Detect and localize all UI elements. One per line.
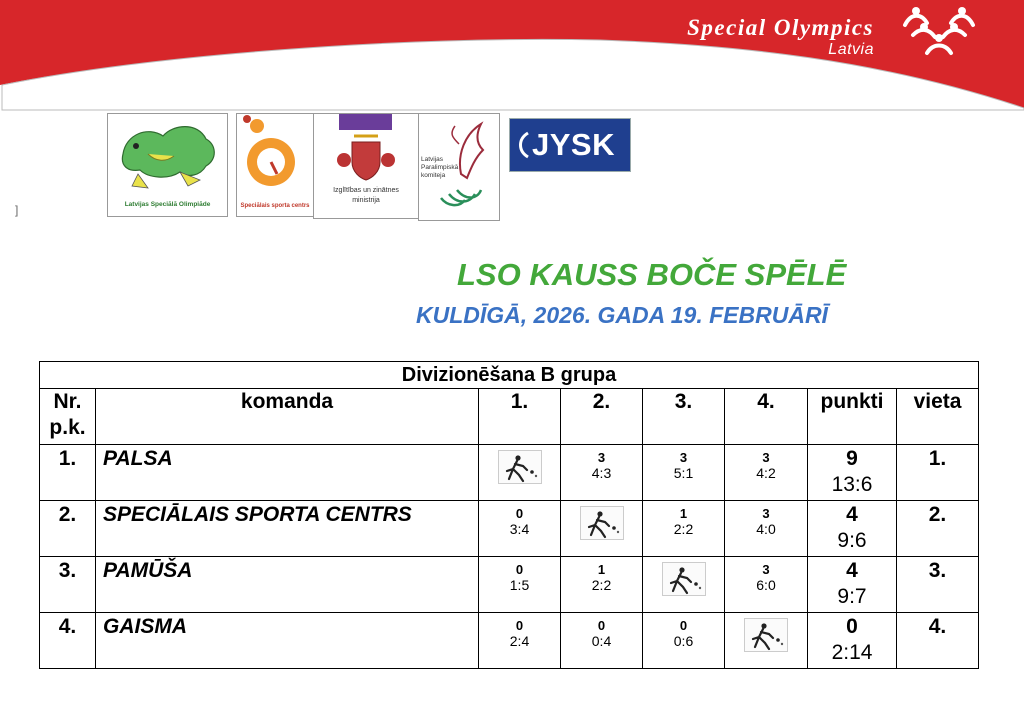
row-nr: 1. xyxy=(40,445,96,501)
match-result-cell xyxy=(479,613,561,669)
match-score: 2:2 xyxy=(673,521,694,537)
match-result-cell xyxy=(725,501,808,557)
match-points: 1 xyxy=(679,506,688,521)
ministry-line-1: Izglītības un zinātnes xyxy=(333,187,399,194)
jysk-arc-icon xyxy=(514,131,532,159)
match-points: 1 xyxy=(597,562,606,577)
self-match-cell xyxy=(561,501,643,557)
bocce-player-icon xyxy=(662,562,706,596)
match-result-cell xyxy=(643,501,725,557)
table-caption: Divizionēšana B grupa xyxy=(40,362,979,389)
sports-center-text: Speciālais sporta centrs xyxy=(240,203,310,209)
match-score: 2:2 xyxy=(591,577,612,593)
match-points: 0 xyxy=(515,506,524,521)
table-row xyxy=(40,613,979,669)
sports-center-logo xyxy=(236,113,314,217)
lso-logo-text: Latvijas Speciālā Olimpiāde xyxy=(124,201,211,208)
match-points: 0 xyxy=(515,618,524,633)
match-points: 0 xyxy=(679,618,688,633)
header-col-4: 4. xyxy=(725,389,808,445)
points-cell xyxy=(808,557,897,613)
header-team: komanda xyxy=(96,389,479,445)
header-col-2: 2. xyxy=(561,389,643,445)
place-value: 1. xyxy=(928,447,947,470)
match-points: 0 xyxy=(597,618,606,633)
total-points: 0 xyxy=(846,615,858,638)
table-row xyxy=(40,445,979,501)
match-result-cell xyxy=(725,445,808,501)
match-score: 4:2 xyxy=(756,465,776,481)
self-match-cell xyxy=(479,445,561,501)
match-score: 4:0 xyxy=(756,521,776,537)
paralympic-text xyxy=(421,156,458,180)
page-subtitle: KULDĪGĀ, 2026. GADA 19. FEBRUĀRĪ xyxy=(416,302,828,328)
place-cell xyxy=(897,613,979,669)
place-cell xyxy=(897,501,979,557)
match-score: 0:6 xyxy=(673,633,694,649)
row-nr: 2. xyxy=(40,501,96,557)
total-points: 4 xyxy=(846,559,858,582)
bocce-player-icon xyxy=(580,506,624,540)
team-name: SPECIĀLAIS SPORTA CENTRS xyxy=(96,501,479,557)
team-name: PALSA xyxy=(96,445,479,501)
place-value: 3. xyxy=(928,559,947,582)
wheelchair-athlete-icon xyxy=(237,114,313,216)
match-points: 3 xyxy=(762,450,770,465)
team-name: PAMŪŠA xyxy=(96,557,479,613)
stray-mark: ] xyxy=(15,203,19,217)
score-difference: 13:6 xyxy=(831,473,873,496)
match-score: 0:4 xyxy=(591,633,612,649)
match-result-cell xyxy=(561,557,643,613)
special-olympics-logo-icon xyxy=(897,5,981,67)
brand-wordmark xyxy=(687,16,874,59)
score-difference: 2:14 xyxy=(831,641,873,664)
header-col-3: 3. xyxy=(643,389,725,445)
place-cell xyxy=(897,557,979,613)
match-points: 3 xyxy=(597,450,606,465)
points-cell xyxy=(808,445,897,501)
row-nr: 4. xyxy=(40,613,96,669)
match-result-cell xyxy=(479,557,561,613)
jysk-logo xyxy=(509,118,631,172)
bocce-player-icon xyxy=(744,618,788,652)
total-points: 9 xyxy=(846,447,858,470)
header-col-1: 1. xyxy=(479,389,561,445)
place-value: 4. xyxy=(928,615,947,638)
header-place: vieta xyxy=(897,389,979,445)
ministry-logo xyxy=(313,113,419,219)
paralympic-line-1: Latvijas xyxy=(421,156,444,163)
results-table xyxy=(39,361,979,669)
match-score: 4:3 xyxy=(591,465,612,481)
match-points: 3 xyxy=(762,506,770,521)
match-result-cell xyxy=(561,613,643,669)
score-difference: 9:7 xyxy=(837,585,867,608)
match-points: 0 xyxy=(515,562,524,577)
bocce-player-icon xyxy=(498,450,542,484)
jysk-logo-text: JYSK xyxy=(532,127,615,162)
header-points: punkti xyxy=(808,389,897,445)
place-value: 2. xyxy=(928,503,947,526)
match-score: 5:1 xyxy=(673,465,694,481)
match-score: 3:4 xyxy=(509,521,530,537)
table-row xyxy=(40,557,979,613)
score-difference: 9:6 xyxy=(837,529,867,552)
match-result-cell xyxy=(643,613,725,669)
match-points: 3 xyxy=(679,450,688,465)
match-score: 1:5 xyxy=(509,577,530,593)
match-result-cell xyxy=(479,501,561,557)
paralympic-line-3: komiteja xyxy=(421,172,446,179)
page-title: LSO KAUSS BOČE SPĒLĒ xyxy=(457,257,847,292)
ministry-purple-bar xyxy=(339,114,392,130)
self-match-cell xyxy=(725,613,808,669)
paralympic-committee-logo xyxy=(418,113,500,221)
match-result-cell xyxy=(725,557,808,613)
brand-region: Latvia xyxy=(828,41,874,58)
match-result-cell xyxy=(643,445,725,501)
brand-name: Special Olympics xyxy=(687,15,874,40)
ministry-line-2: ministrija xyxy=(352,197,380,204)
match-points: 3 xyxy=(762,562,770,577)
match-result-cell xyxy=(561,445,643,501)
table-row xyxy=(40,501,979,557)
header-nr: Nr. p.k. xyxy=(40,389,96,445)
match-score: 2:4 xyxy=(509,633,530,649)
place-cell xyxy=(897,445,979,501)
row-nr: 3. xyxy=(40,557,96,613)
team-name: GAISMA xyxy=(96,613,479,669)
total-points: 4 xyxy=(846,503,858,526)
paralympic-line-2: Paralimpiskā xyxy=(421,164,459,171)
match-score: 6:0 xyxy=(756,577,776,593)
self-match-cell xyxy=(643,557,725,613)
points-cell xyxy=(808,613,897,669)
points-cell xyxy=(808,501,897,557)
lso-logo xyxy=(107,113,228,217)
